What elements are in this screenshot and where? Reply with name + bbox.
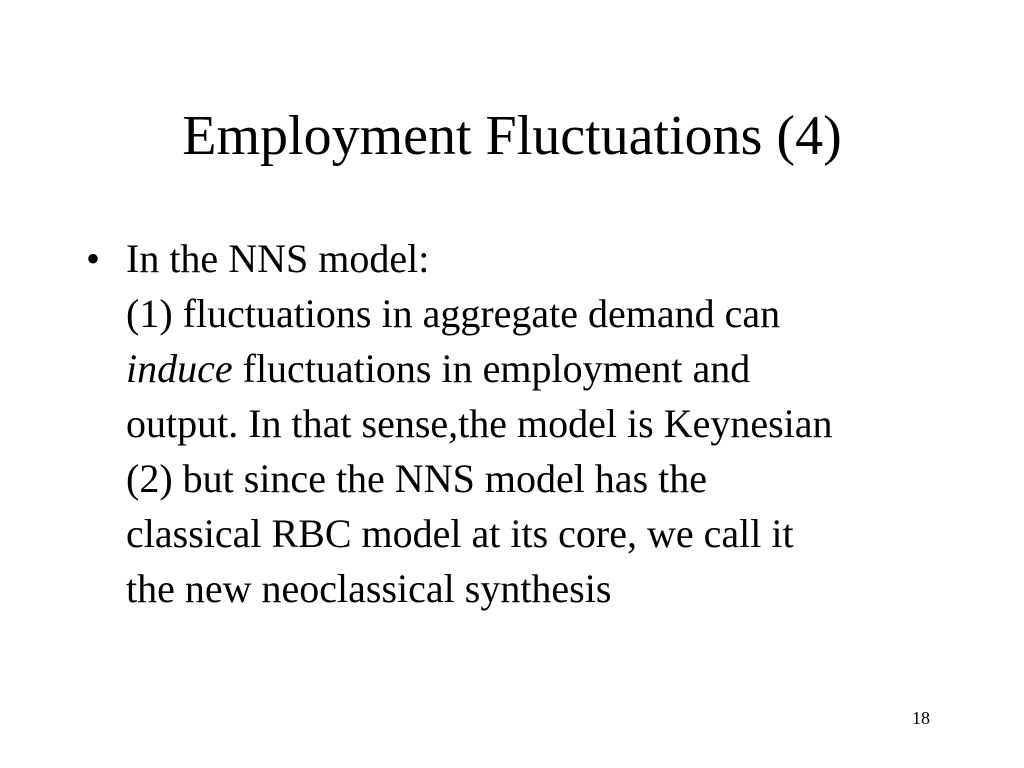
body-line-6: classical RBC model at its core, we call it bbox=[126, 511, 794, 556]
bullet-marker: • bbox=[86, 236, 101, 281]
slide-title: Employment Fluctuations (4) bbox=[182, 105, 842, 167]
bullet-text bbox=[126, 232, 833, 617]
body-line-2: (1) fluctuations in aggregate demand can bbox=[126, 291, 781, 336]
body-line-4: output. In that sense,the model is Keynesian bbox=[126, 401, 833, 446]
body-line-1: In the NNS model: bbox=[126, 236, 430, 281]
body-line-3 bbox=[126, 342, 833, 397]
body-line-7: the new neoclassical synthesis bbox=[126, 566, 612, 611]
emphasis-induce: induce bbox=[126, 346, 233, 391]
body-line-5: (2) but since the NNS model has the bbox=[126, 456, 707, 501]
page-number: 18 bbox=[912, 708, 930, 728]
body-line-3-rest: fluctuations in employment and bbox=[232, 346, 751, 391]
